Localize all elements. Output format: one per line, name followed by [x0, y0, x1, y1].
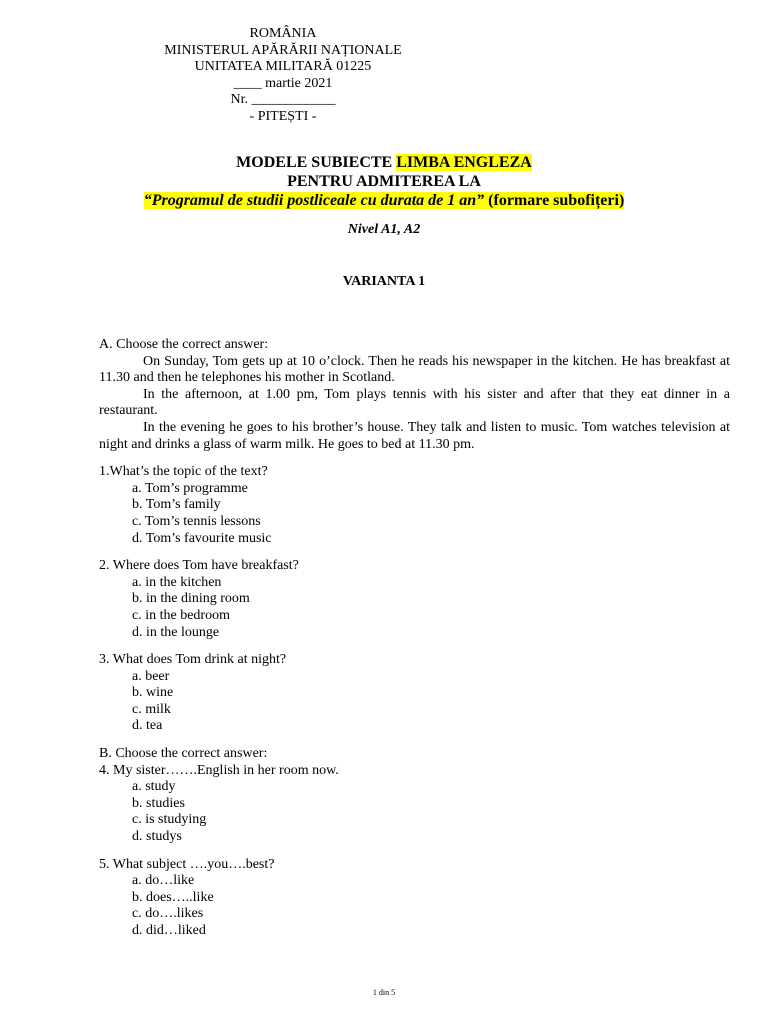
header-city: - PITEȘTI -	[249, 108, 317, 124]
variant-title: VARIANTA 1	[342, 274, 426, 289]
reading-paragraph-2: In the afternoon, at 1.00 pm, Tom plays tennis with his sister and after that they eat dinner in a restaurant.	[99, 386, 730, 419]
title-line-1-plain: MODELE SUBIECTE	[236, 154, 397, 171]
answer-option: d. in the lounge	[132, 624, 220, 640]
answer-option: b. Tom’s family	[132, 497, 221, 513]
program-type: (formare subofițeri)	[484, 192, 625, 209]
section-b-instruction: B. Choose the correct answer:	[99, 746, 268, 762]
title-highlight: LIMBA ENGLEZA	[396, 154, 532, 171]
question-text: 2. Where does Tom have breakfast?	[99, 558, 299, 574]
answer-option: d. did…liked	[132, 923, 206, 938]
header-date: ____ martie 2021	[233, 75, 333, 91]
program-name: “Programul de studii postliceale cu durata de 1 an”	[143, 192, 485, 209]
page-number: 1 din 5	[372, 988, 396, 997]
title-line-2: PENTRU ADMITEREA LA	[287, 173, 481, 190]
section-a-instruction: A. Choose the correct answer:	[99, 337, 269, 352]
answer-option: d. tea	[132, 718, 163, 734]
answer-option: c. Tom’s tennis lessons	[132, 513, 261, 529]
answer-option: c. is studying	[132, 812, 207, 828]
question-2	[99, 558, 730, 641]
question-5	[99, 857, 730, 940]
question-1	[99, 464, 730, 547]
header-ministry: MINISTERUL APĂRĂRII NAȚIONALE	[164, 42, 402, 58]
title-line-1	[0, 153, 768, 172]
answer-option: a. in the kitchen	[132, 574, 222, 590]
answer-option: a. study	[132, 779, 176, 795]
answer-option: b. does…..like	[132, 889, 214, 905]
level-label: Nivel A1, A2	[347, 222, 421, 237]
title-line-3	[0, 191, 768, 210]
header-country: ROMÂNIA	[249, 26, 317, 41]
question-text: 5. What subject ….you….best?	[99, 856, 275, 872]
question-text: 1.What’s the topic of the text?	[99, 464, 268, 480]
answer-option: d. studys	[132, 829, 182, 845]
question-text: 4. My sister…….English in her room now.	[99, 762, 339, 778]
answer-option: d. Tom’s favourite music	[132, 530, 272, 546]
answer-option: a. beer	[132, 668, 170, 684]
header-unit: UNITATEA MILITARĂ 01225	[194, 59, 372, 75]
exam-body	[99, 337, 730, 940]
document-header	[100, 26, 466, 126]
reading-paragraph-1: On Sunday, Tom gets up at 10 o’clock. Then he reads his newspaper in the kitchen. He has breakfast at 11.30 and then he telephones his mother in Scotland.	[99, 353, 730, 386]
answer-option: c. milk	[132, 701, 171, 717]
answer-option: a. do…like	[132, 873, 195, 889]
question-text: 3. What does Tom drink at night?	[99, 652, 287, 668]
answer-option: c. do….likes	[132, 906, 204, 922]
question-4	[99, 763, 730, 846]
answer-option: b. in the dining room	[132, 591, 250, 607]
question-3	[99, 652, 730, 735]
header-number: Nr. ____________	[230, 92, 336, 108]
reading-paragraph-3: In the evening he goes to his brother’s house. They talk and listen to music. Tom watches television at night and drinks a glass of warm milk. He goes to bed at 11.30 pm.	[99, 419, 730, 452]
answer-option: b. wine	[132, 685, 174, 701]
answer-option: c. in the bedroom	[132, 607, 230, 623]
answer-option: b. studies	[132, 795, 185, 811]
answer-option: a. Tom’s programme	[132, 480, 248, 496]
